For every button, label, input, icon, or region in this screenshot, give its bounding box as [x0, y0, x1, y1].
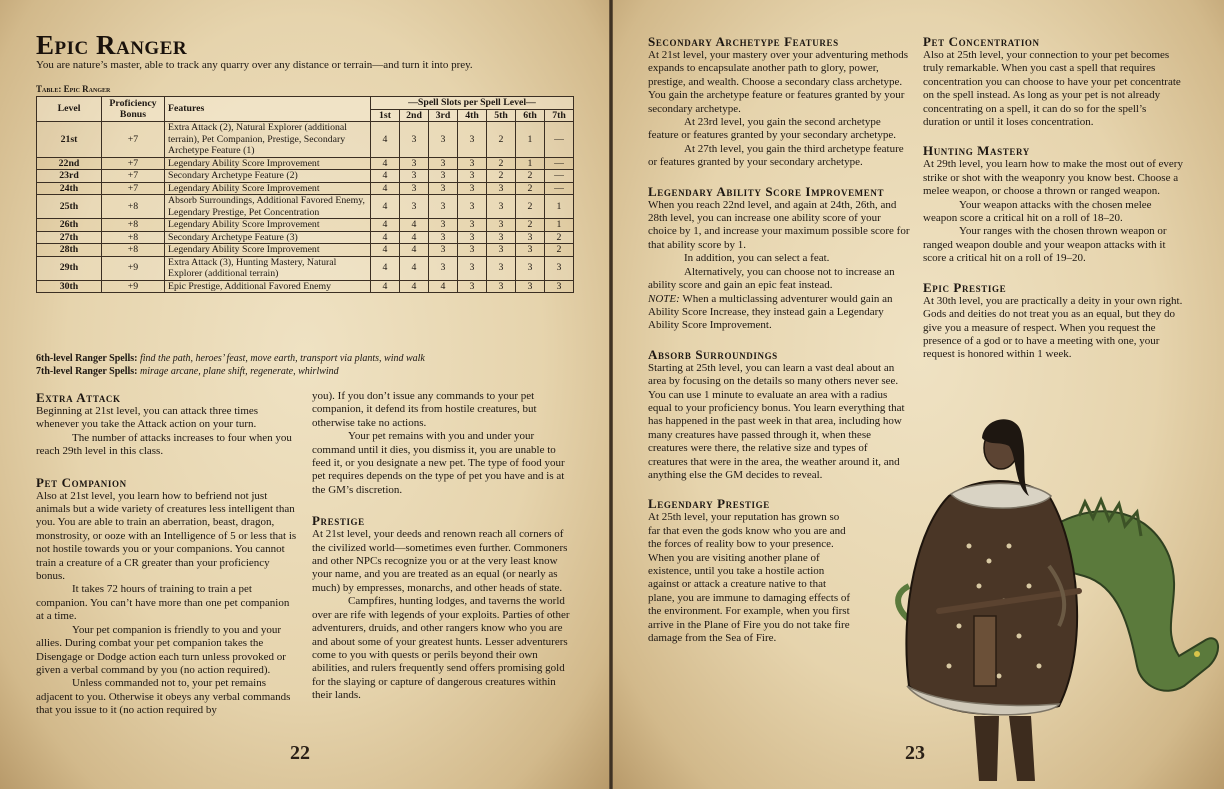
cell-slot: 4 [371, 231, 400, 244]
heading-extra-attack: Extra Attack [36, 390, 121, 405]
cell-proficiency: +7 [102, 170, 165, 183]
cell-slot: 2 [487, 157, 516, 170]
table-caption: Table: Epic Ranger [36, 84, 111, 94]
cell-slot: 3 [487, 182, 516, 195]
pet-companion-cont-p1: you). If you don’t issue any commands to your pet companion, it defend its from hostile creatures, but otherwise take no actions. [312, 390, 537, 429]
heading-prestige: Prestige [312, 513, 365, 529]
cell-slot: 3 [429, 256, 458, 280]
cell-features: Epic Prestige, Additional Favored Enemy [165, 280, 371, 293]
legendary-prestige-p1: At 25th level, your reputation has grown so far that even the gods know who you are and the forces of reality bow to your presence. When you are visiting another plane of existence, until you take a hostile action against or attack a creature native to that plane, you are immune to damaging effects of the environment. For example, when you first arrive in the Plane of Fire you do not take fire damage from the Sea of Fire. [648, 511, 851, 645]
cell-slot: 4 [429, 280, 458, 293]
left-page [0, 0, 609, 789]
table-row [37, 244, 574, 257]
cell-slot: 4 [400, 244, 429, 257]
cell-slot: 4 [400, 219, 429, 232]
cell-slot: 2 [545, 231, 574, 244]
header-slot-4: 4th [458, 109, 487, 122]
hunting-mastery-p3: Your ranges with the chosen thrown weapon or ranged weapon double and your weapon attacks with it score a critical hit on a roll of 19–20. [923, 225, 1167, 265]
header-features: Features [165, 97, 371, 122]
ranger-spells [36, 352, 596, 378]
header-slot-1: 1st [371, 109, 400, 122]
cell-features: Extra Attack (3), Hunting Mastery, Natural Explorer (additional terrain) [165, 256, 371, 280]
table-row [37, 170, 574, 183]
cell-slot: — [545, 157, 574, 170]
cell-slot: 3 [545, 256, 574, 280]
cell-slot: 4 [371, 219, 400, 232]
cell-slot: 3 [429, 122, 458, 158]
cell-slot: 3 [458, 182, 487, 195]
cell-slot: — [545, 122, 574, 158]
spells-6-list: find the path, heroes’ feast, move earth, transport via plants, wind walk [139, 353, 425, 364]
cell-slot: 4 [371, 195, 400, 219]
cell-slot: 3 [458, 170, 487, 183]
table-row [37, 280, 574, 293]
cell-slot: 3 [400, 122, 429, 158]
cell-slot: 4 [371, 244, 400, 257]
cell-slot: 3 [429, 231, 458, 244]
cell-slot: — [545, 182, 574, 195]
cell-slot: 3 [516, 244, 545, 257]
pet-companion-cont-p2: Your pet remains with you and under your command until it dies, you dismiss it, you are unable to feed it, or you designate a new pet. The type of food your pet requires depends on the type of pet you have and is at the GM’s discretion. [312, 430, 565, 496]
extra-attack-p2: The number of attacks increases to four when you reach 29th level in this class. [36, 431, 292, 458]
cell-slot: 1 [545, 219, 574, 232]
cell-slot: 3 [458, 280, 487, 293]
heading-pet-concentration: Pet Concentration [923, 34, 1040, 49]
cell-slot: 3 [458, 256, 487, 280]
table-row [37, 122, 574, 158]
cell-proficiency: +7 [102, 157, 165, 170]
heading-legendary-prestige: Legendary Prestige [648, 496, 770, 512]
cell-level: 24th [37, 182, 102, 195]
cell-slot: 4 [371, 157, 400, 170]
cell-slot: 3 [429, 219, 458, 232]
cell-proficiency: +8 [102, 195, 165, 219]
table-row [37, 231, 574, 244]
page-number-left: 22 [290, 742, 310, 764]
cell-slot: 3 [400, 157, 429, 170]
secondary-archetype-p1: At 21st level, your mastery over your adventuring methods expands to encapsulate another path to glory, power, prestige, and wealth. Choose a secondary class archetype. You gain the archetype feature or features granted by your secondary archetype. [648, 49, 908, 115]
cell-slot: 3 [487, 256, 516, 280]
cell-slot: 3 [400, 182, 429, 195]
cell-slot: 3 [516, 280, 545, 293]
cell-slot: 4 [371, 170, 400, 183]
left-column-2 [312, 390, 574, 703]
header-slot-5: 5th [487, 109, 516, 122]
hunting-mastery-p2: Your weapon attacks with the chosen melee weapon score a critical hit on a roll of 18–20. [923, 198, 1152, 225]
cell-slot: 4 [371, 280, 400, 293]
cell-level: 26th [37, 219, 102, 232]
cell-features: Extra Attack (2), Natural Explorer (additional terrain), Pet Companion, Prestige, Secondary Archetype Feature (1) [165, 122, 371, 158]
cell-slot: 3 [487, 219, 516, 232]
table-row [37, 182, 574, 195]
heading-absorb-surroundings: Absorb Surroundings [648, 346, 778, 362]
secondary-archetype-p3: At 27th level, you gain the third archetype feature or features granted by your secondary archetype. [648, 142, 904, 169]
cell-slot: 3 [545, 280, 574, 293]
cell-level: 23rd [37, 170, 102, 183]
cell-slot: 3 [487, 195, 516, 219]
right-column-1 [648, 34, 910, 645]
cell-slot: — [545, 170, 574, 183]
cell-level: 28th [37, 244, 102, 257]
header-level: Level [37, 97, 102, 122]
cell-slot: 3 [429, 170, 458, 183]
legendary-asi-p1: When you reach 22nd level, and again at 24th, 26th, and 28th level, you can increase one ability score of your choice by 1, and increase your maximum possible score for that ability score by 1. [648, 198, 910, 251]
cell-slot: 3 [400, 170, 429, 183]
header-proficiency: Proficiency Bonus [102, 97, 165, 122]
header-slot-2: 2nd [400, 109, 429, 122]
pet-companion-p1: Also at 21st level, you learn how to befriend not just animals but a wide variety of creatures less intelligent than you. You are able to train an aberration, beast, dragon, monstrosity, or ooze with an Intelligence of 5 or less that is not hostile towards you or your companions. You cannot train a creature of a CR greater than your proficiency bonus. [36, 489, 297, 583]
cell-slot: 3 [487, 244, 516, 257]
cell-slot: 3 [458, 244, 487, 257]
cell-slot: 3 [429, 244, 458, 257]
cell-slot: 2 [545, 244, 574, 257]
epic-prestige-p1: At 30th level, you are practically a deity in your own right. Gods and deities do not treat you as an equal, but they do give you a measure of respect. When you request the presence of a god or to have a meeting with one, your request is honored within 1 week. [923, 294, 1183, 361]
heading-hunting-mastery: Hunting Mastery [923, 143, 1030, 159]
header-slot-6: 6th [516, 109, 545, 122]
cell-features: Secondary Archetype Feature (3) [165, 231, 371, 244]
page-title: Epic Ranger [36, 30, 188, 60]
prestige-p2: Campfires, hunting lodges, and taverns the world over are rife with legends of your exploits. Parties of other adventurers, druids, and other rangers know who you are and about some of your greatest hunts. Lesser adventurers come to you with quests or perils beyond their own abilities, and rulers frequently send offers promising gold for the slaying or capture of dangerous creatures within their lands. [312, 595, 570, 702]
cell-slot: 3 [458, 157, 487, 170]
heading-legendary-asi: Legendary Ability Score Improvement [648, 183, 885, 199]
legendary-asi-note [648, 293, 910, 333]
cell-slot: 3 [458, 219, 487, 232]
cell-proficiency: +8 [102, 244, 165, 257]
cell-proficiency: +8 [102, 231, 165, 244]
cell-slot: 3 [458, 231, 487, 244]
pet-companion-p2: It takes 72 hours of training to train a pet companion. You can’t have more than one pet companion at a time. [36, 583, 290, 623]
cell-slot: 2 [516, 195, 545, 219]
cell-slot: 4 [400, 280, 429, 293]
note-label: NOTE: [648, 292, 680, 305]
cell-slot: 3 [487, 231, 516, 244]
legendary-asi-p2: In addition, you can select a feat. [684, 252, 830, 265]
note-text: When a multiclassing adventurer would gain an Ability Score Increase, they instead gain a Legendary Ability Score Improvement. [648, 292, 893, 332]
cell-level: 29th [37, 256, 102, 280]
cell-slot: 1 [516, 122, 545, 158]
cell-features: Legendary Ability Score Improvement [165, 182, 371, 195]
cell-level: 25th [37, 195, 102, 219]
absorb-p1: Starting at 25th level, you can learn a vast deal about an area by focusing on the details so many others never see. You can use 1 minute to evaluate an area with a radius equal to your proficiency bonus. You learn everything that has happened in the past week in that area, including how many creatures have passed through it, when these creatures were there, the relative size and types of creatures that were in the area, the weather around it, and anything else the GM decides to reveal. [648, 361, 905, 481]
cell-proficiency: +8 [102, 219, 165, 232]
cell-slot: 2 [516, 219, 545, 232]
cell-features: Legendary Ability Score Improvement [165, 219, 371, 232]
cell-level: 22nd [37, 157, 102, 170]
spells-7-list: mirage arcane, plane shift, regenerate, whirlwind [139, 366, 339, 377]
header-slot-3: 3rd [429, 109, 458, 122]
secondary-archetype-p2: At 23rd level, you gain the second archetype feature or features granted by your secondary archetype. [648, 116, 896, 142]
cell-slot: 4 [371, 122, 400, 158]
extra-attack-p1: Beginning at 21st level, you can attack three times whenever you take the Attack action on your turn. [36, 405, 259, 431]
cell-level: 27th [37, 231, 102, 244]
cell-features: Legendary Ability Score Improvement [165, 157, 371, 170]
cell-slot: 3 [516, 256, 545, 280]
cell-slot: 3 [458, 122, 487, 158]
cell-slot: 3 [458, 195, 487, 219]
cell-slot: 3 [487, 280, 516, 293]
cell-slot: 4 [400, 231, 429, 244]
cell-slot: 1 [545, 195, 574, 219]
cell-features: Absorb Surroundings, Additional Favored Enemy, Legendary Prestige, Pet Concentration [165, 195, 371, 219]
cell-slot: 3 [516, 231, 545, 244]
cell-slot: 2 [487, 122, 516, 158]
header-slot-7: 7th [545, 109, 574, 122]
cell-level: 21st [37, 122, 102, 158]
cell-features: Legendary Ability Score Improvement [165, 244, 371, 257]
pet-concentration-p1: Also at 25th level, your connection to your pet becomes truly remarkable. When you cast a spell that requires concentration you can choose to have your pet concentrate on the spell instead. As long as your pet is not already concentrating on a spell, it can do so for the spell’s duration or until it loses concentration. [923, 49, 1181, 129]
table-row [37, 256, 574, 280]
cell-proficiency: +7 [102, 182, 165, 195]
spells-6-label: 6th-level Ranger Spells: [36, 353, 138, 364]
left-column-1 [36, 390, 300, 718]
cell-level: 30th [37, 280, 102, 293]
heading-epic-prestige: Epic Prestige [923, 279, 1007, 295]
cell-slot: 4 [371, 182, 400, 195]
pet-companion-p4: Unless commanded not to, your pet remains adjacent to you. Otherwise it obeys any verbal commands that you issue to it (no action required by [36, 677, 291, 717]
cell-slot: 4 [371, 256, 400, 280]
table-row [37, 157, 574, 170]
cell-slot: 3 [429, 182, 458, 195]
cell-slot: 2 [516, 182, 545, 195]
table-row [37, 195, 574, 219]
spells-7-label: 7th-level Ranger Spells: [36, 366, 138, 377]
table-row [37, 219, 574, 232]
epic-ranger-table [36, 96, 574, 293]
cell-features: Secondary Archetype Feature (2) [165, 170, 371, 183]
right-page [613, 0, 1224, 789]
cell-slot: 3 [429, 195, 458, 219]
cell-proficiency: +9 [102, 280, 165, 293]
cell-proficiency: +9 [102, 256, 165, 280]
cell-slot: 2 [487, 170, 516, 183]
hunting-mastery-p1: At 29th level, you learn how to make the most out of every strike or shot with the weaponry you know best. Choose a melee weapon, or choose a thrown or ranged weapon. [923, 158, 1183, 198]
cell-slot: 4 [400, 256, 429, 280]
legendary-asi-p3: Alternatively, you can choose not to increase an ability score and gain an epic feat instead. [648, 265, 895, 292]
heading-secondary-archetype: Secondary Archetype Features [648, 34, 839, 49]
cell-proficiency: +7 [102, 122, 165, 158]
header-spell-slots: —Spell Slots per Spell Level— [371, 97, 574, 110]
cell-slot: 2 [516, 170, 545, 183]
pet-companion-p3: Your pet companion is friendly to you and your allies. During combat your pet companion takes the Disengage or Dodge action each turn unless provoked or given a verbal command by you (no action required). [36, 623, 286, 676]
cell-slot: 3 [400, 195, 429, 219]
intro-text: You are nature’s master, able to track any quarry over any distance or terrain—and turn it into prey. [36, 59, 473, 71]
heading-pet-companion: Pet Companion [36, 474, 127, 490]
cell-slot: 1 [516, 157, 545, 170]
page-number-right: 23 [905, 742, 925, 764]
prestige-p1: At 21st level, your deeds and renown reach all corners of the civilized world—sometimes even further. Commoners and other NPCs recognize you or at the very least know your name, and you are treated as an equal (or nearly as much) by empresses, monarchs, and other heads of state. [312, 528, 568, 594]
ranger-illustration [879, 386, 1224, 789]
right-column-2 [923, 34, 1183, 362]
cell-slot: 3 [429, 157, 458, 170]
